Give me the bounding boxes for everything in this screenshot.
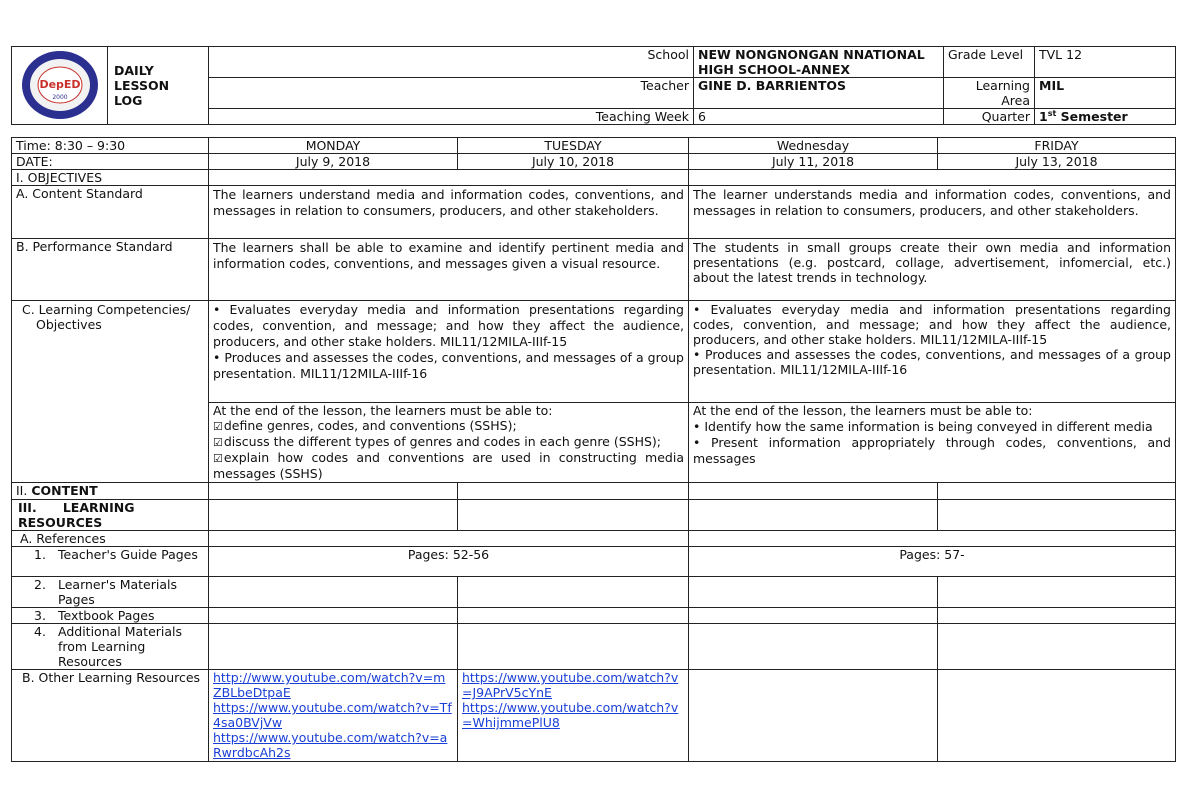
svg-text:2000: 2000 xyxy=(51,94,68,101)
resource-link[interactable]: http://www.youtube.com/watch?v=mZBLbeDtpaE xyxy=(213,670,446,700)
logo-cell xyxy=(12,47,108,125)
content-standard-label: A. Content Standard xyxy=(12,186,209,239)
empty-cell xyxy=(458,483,689,500)
empty-cell xyxy=(938,624,1176,670)
empty-cell xyxy=(458,577,689,608)
empty-cell xyxy=(689,670,938,762)
performance-standard-right: The students in small groups create their own media and information presentations (e.g. postcard, collage, advertisement, infomercial, etc.) about the latest trends in technology. xyxy=(689,239,1176,301)
date-friday: July 13, 2018 xyxy=(938,154,1176,170)
content-standard-left: The learners understand media and information codes, conventions, and messages in relation to consumers, producers, and other stakeholders. xyxy=(209,186,689,239)
empty-cell xyxy=(938,670,1176,762)
empty-cell xyxy=(209,608,458,624)
empty-cell xyxy=(938,577,1176,608)
objective-item: • Identify how the same information is being conveyed in different media xyxy=(693,419,1153,434)
empty-cell xyxy=(209,531,689,547)
objectives-intro: At the end of the lesson, the learners must be able to: xyxy=(693,403,1033,418)
empty-cell xyxy=(689,577,938,608)
teachers-guide-left: Pages: 52-56 xyxy=(209,547,689,577)
learning-resources-heading: III. LEARNING RESOURCES xyxy=(12,500,209,531)
competency-item: • Produces and assesses the codes, conventions, and messages of a group presentation. MIL11/12MILA-IIIf-16 xyxy=(213,350,684,381)
teacher-value: GINE D. BARRIENTOS xyxy=(694,78,944,109)
grade-level-label: Grade Level xyxy=(944,47,1035,78)
school-label: School xyxy=(209,47,694,78)
performance-standard-left: The learners shall be able to examine and identify pertinent media and information codes, conventions, and messages given a visual resource. xyxy=(209,239,689,301)
resource-link[interactable]: https://www.youtube.com/watch?v=J9APrV5cYnE xyxy=(462,670,679,700)
empty-cell xyxy=(209,170,689,186)
lesson-table xyxy=(11,137,1176,762)
resource-link[interactable]: https://www.youtube.com/watch?v=Tf4sa0BVjVw xyxy=(213,700,452,730)
empty-cell xyxy=(938,483,1176,500)
teachers-guide-label: 1. Teacher's Guide Pages xyxy=(12,547,209,577)
teaching-week-value: 6 xyxy=(694,109,944,125)
objective-item: • Present information appropriately through codes, conventions, and messages xyxy=(693,435,1171,466)
empty-cell xyxy=(458,500,689,531)
teacher-label: Teacher xyxy=(209,78,694,109)
learning-competencies-label: C. Learning Competencies/ Objectives xyxy=(12,301,209,483)
competency-item: • Produces and assesses the codes, conventions, and messages of a group presentation. MIL11/12MILA-IIIf-16 xyxy=(693,347,1171,377)
empty-cell xyxy=(689,500,938,531)
textbook-pages-label: 3. Textbook Pages xyxy=(12,608,209,624)
date-label: DATE: xyxy=(12,154,209,170)
date-monday: July 9, 2018 xyxy=(209,154,458,170)
empty-cell xyxy=(689,624,938,670)
objectives-right xyxy=(689,403,1176,483)
competencies-left xyxy=(209,301,689,403)
content-heading: II. CONTENT xyxy=(12,483,209,500)
performance-standard-label: B. Performance Standard xyxy=(12,239,209,301)
objective-item: ☑define genres, codes, and conventions (SSHS); xyxy=(213,418,517,433)
objectives-heading: I. OBJECTIVES xyxy=(12,170,209,186)
daily-lesson-log-title: DAILY LESSON LOG xyxy=(108,47,209,125)
empty-cell xyxy=(689,483,938,500)
checkbox-bullet-icon: ☑ xyxy=(213,420,223,433)
objective-item: ☑explain how codes and conventions are used in constructing media messages (SSHS) xyxy=(213,450,684,481)
teachers-guide-right: Pages: 57- xyxy=(689,547,1176,577)
date-tuesday: July 10, 2018 xyxy=(458,154,689,170)
checkbox-bullet-icon: ☑ xyxy=(213,436,223,449)
additional-materials-label: 4. Additional Materials from Learning Resources xyxy=(12,624,209,670)
empty-cell xyxy=(938,500,1176,531)
header-table xyxy=(11,46,1176,125)
quarter-label: Quarter xyxy=(944,109,1035,125)
day-friday: FRIDAY xyxy=(938,138,1176,154)
empty-cell xyxy=(689,170,1176,186)
objectives-left xyxy=(209,403,689,483)
quarter-value: 1st Semester xyxy=(1035,109,1176,125)
deped-seal-icon xyxy=(18,49,102,121)
references-label: A. References xyxy=(12,531,209,547)
competencies-right xyxy=(689,301,1176,403)
empty-cell xyxy=(938,608,1176,624)
grade-level-value: TVL 12 xyxy=(1035,47,1176,78)
monday-links xyxy=(209,670,458,762)
date-wednesday: July 11, 2018 xyxy=(689,154,938,170)
objective-item: ☑discuss the different types of genres and codes in each genre (SSHS); xyxy=(213,434,662,449)
other-resources-label: B. Other Learning Resources xyxy=(12,670,209,762)
empty-cell xyxy=(689,531,1176,547)
day-wednesday: Wednesday xyxy=(689,138,938,154)
competency-item: • Evaluates everyday media and information presentations regarding codes, convention, and message; and how they affect the audience, producers, and other stake holders. MIL11/12MILA-IIIf-15 xyxy=(693,302,1171,347)
time-cell: Time: 8:30 – 9:30 xyxy=(12,138,209,154)
tuesday-links xyxy=(458,670,689,762)
teaching-week-label: Teaching Week xyxy=(209,109,694,125)
checkbox-bullet-icon: ☑ xyxy=(213,452,223,465)
empty-cell xyxy=(689,608,938,624)
day-monday: MONDAY xyxy=(209,138,458,154)
school-value: NEW NONGNONGAN NNATIONAL HIGH SCHOOL-ANNEX xyxy=(694,47,944,78)
empty-cell xyxy=(209,577,458,608)
learners-materials-label: 2. Learner's Materials Pages xyxy=(12,577,209,608)
empty-cell xyxy=(458,624,689,670)
objectives-intro: At the end of the lesson, the learners must be able to: xyxy=(213,403,553,418)
learning-area-value: MIL xyxy=(1035,78,1176,109)
competency-item: • Evaluates everyday media and information presentations regarding codes, convention, and message; and how they affect the audience, producers, and other stake holders. MIL11/12MILA-IIIf-15 xyxy=(213,302,684,349)
empty-cell xyxy=(209,624,458,670)
day-tuesday: TUESDAY xyxy=(458,138,689,154)
content-standard-right: The learner understands media and information codes, conventions, and messages in relation to consumers, producers, and other stakeholders. xyxy=(689,186,1176,239)
svg-text:DepED: DepED xyxy=(38,78,81,91)
learning-area-label: Learning Area xyxy=(944,78,1035,109)
resource-link[interactable]: https://www.youtube.com/watch?v=WhijmmePlU8 xyxy=(462,700,679,730)
empty-cell xyxy=(209,483,458,500)
empty-cell xyxy=(458,608,689,624)
resource-link[interactable]: https://www.youtube.com/watch?v=aRwrdbcAh2s xyxy=(213,730,448,760)
empty-cell xyxy=(209,500,458,531)
